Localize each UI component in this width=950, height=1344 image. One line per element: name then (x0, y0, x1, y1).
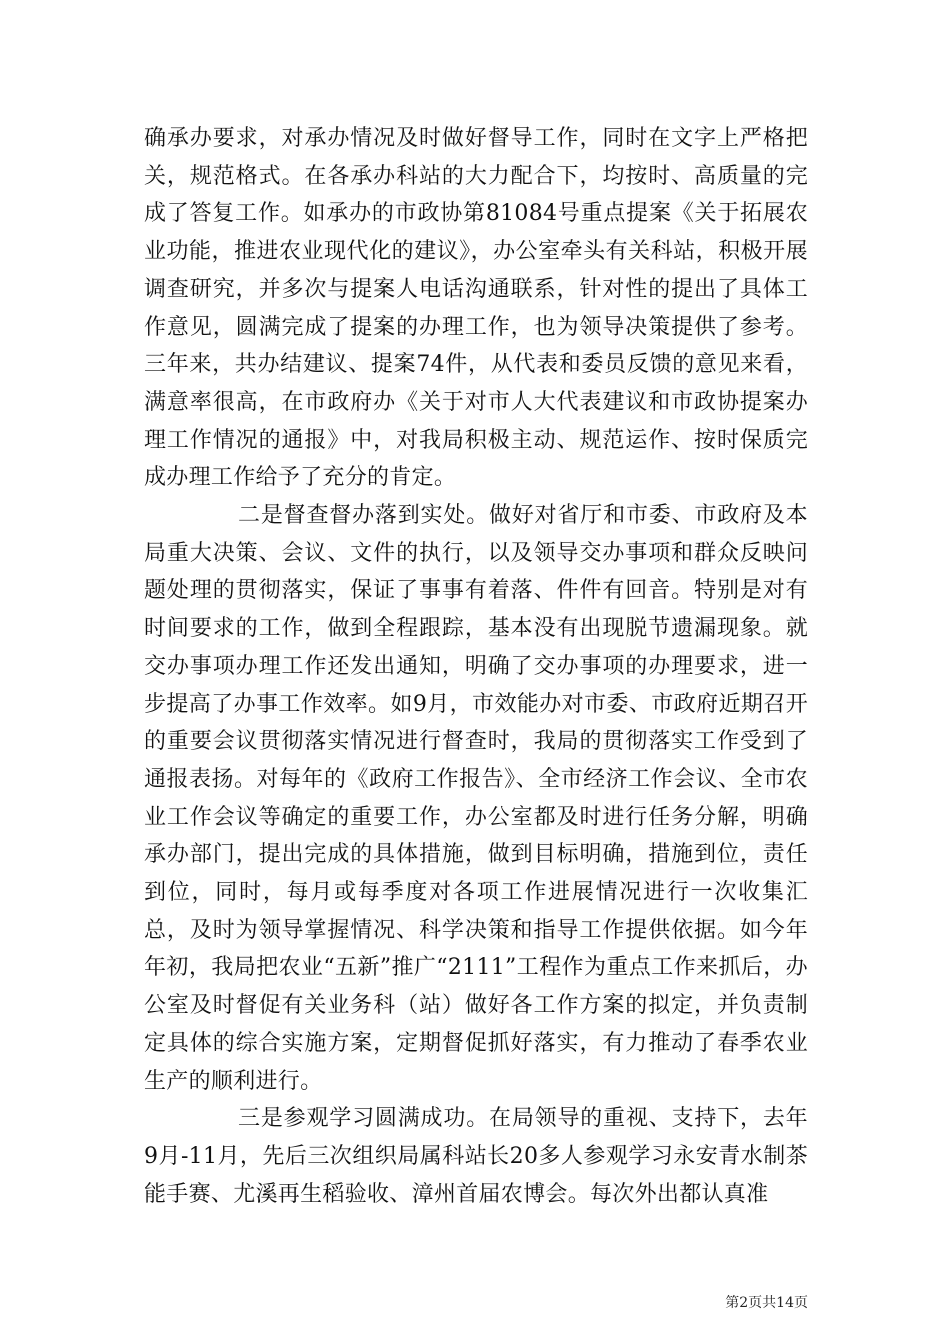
paragraph-study-visits: 三是参观学习圆满成功。在局领导的重视、支持下，去年9月-11月，先后三次组织局属科站长20多人参观学习永安青水制茶能手赛、尤溪再生稻验收、漳州首届农博会。每次外出都认真准 (144, 1106, 808, 1207)
document-body (144, 120, 808, 1213)
paragraph-supervision: 二是督查督办落到实处。做好对省厅和市委、市政府及本局重大决策、会议、文件的执行，以及领导交办事项和群众反映问题处理的贯彻落实，保证了事事有着落、件件有回音。特别是对有时间要求的工作，做到全程跟踪，基本没有出现脱节遗漏现象。就交办事项办理工作还发出通知，明确了交办事项的办理要求，进一步提高了办事工作效率。如9月，市效能办对市委、市政府近期召开的重要会议贯彻落实情况进行督查时，我局的贯彻落实工作受到了通报表扬。对每年的《政府工作报告》、全市经济工作会议、全市农业工作会议等确定的重要工作，办公室都及时进行任务分解，明确承办部门，提出完成的具体措施，做到目标明确，措施到位，责任到位，同时，每月或每季度对各项工作进展情况进行一次收集汇总，及时为领导掌握情况、科学决策和指导工作提供依据。如今年年初，我局把农业“五新”推广“2111”工程作为重点工作来抓后，办公室及时督促有关业务科（站）做好各工作方案的拟定，并负责制定具体的综合实施方案，定期督促抓好落实，有力推动了春季农业生产的顺利进行。 (144, 503, 808, 1094)
page-number-footer: 第2页共14页 (725, 1295, 808, 1311)
paragraph-continued: 确承办要求，对承办情况及时做好督导工作，同时在文字上严格把关，规范格式。在各承办科站的大力配合下，均按时、高质量的完成了答复工作。如承办的市政协第81084号重点提案《关于拓展农业功能，推进农业现代化的建议》，办公室牵头有关科站，积极开展调查研究，并多次与提案人电话沟通联系，针对性的提出了具体工作意见，圆满完成了提案的办理工作，也为领导决策提供了参考。三年来，共办结建议、提案74件，从代表和委员反馈的意见来看，满意率很高，在市政府办《关于对市人大代表建议和市政协提案办理工作情况的通报》中，对我局积极主动、规范运作、按时保质完成办理工作给予了充分的肯定。 (144, 126, 808, 491)
